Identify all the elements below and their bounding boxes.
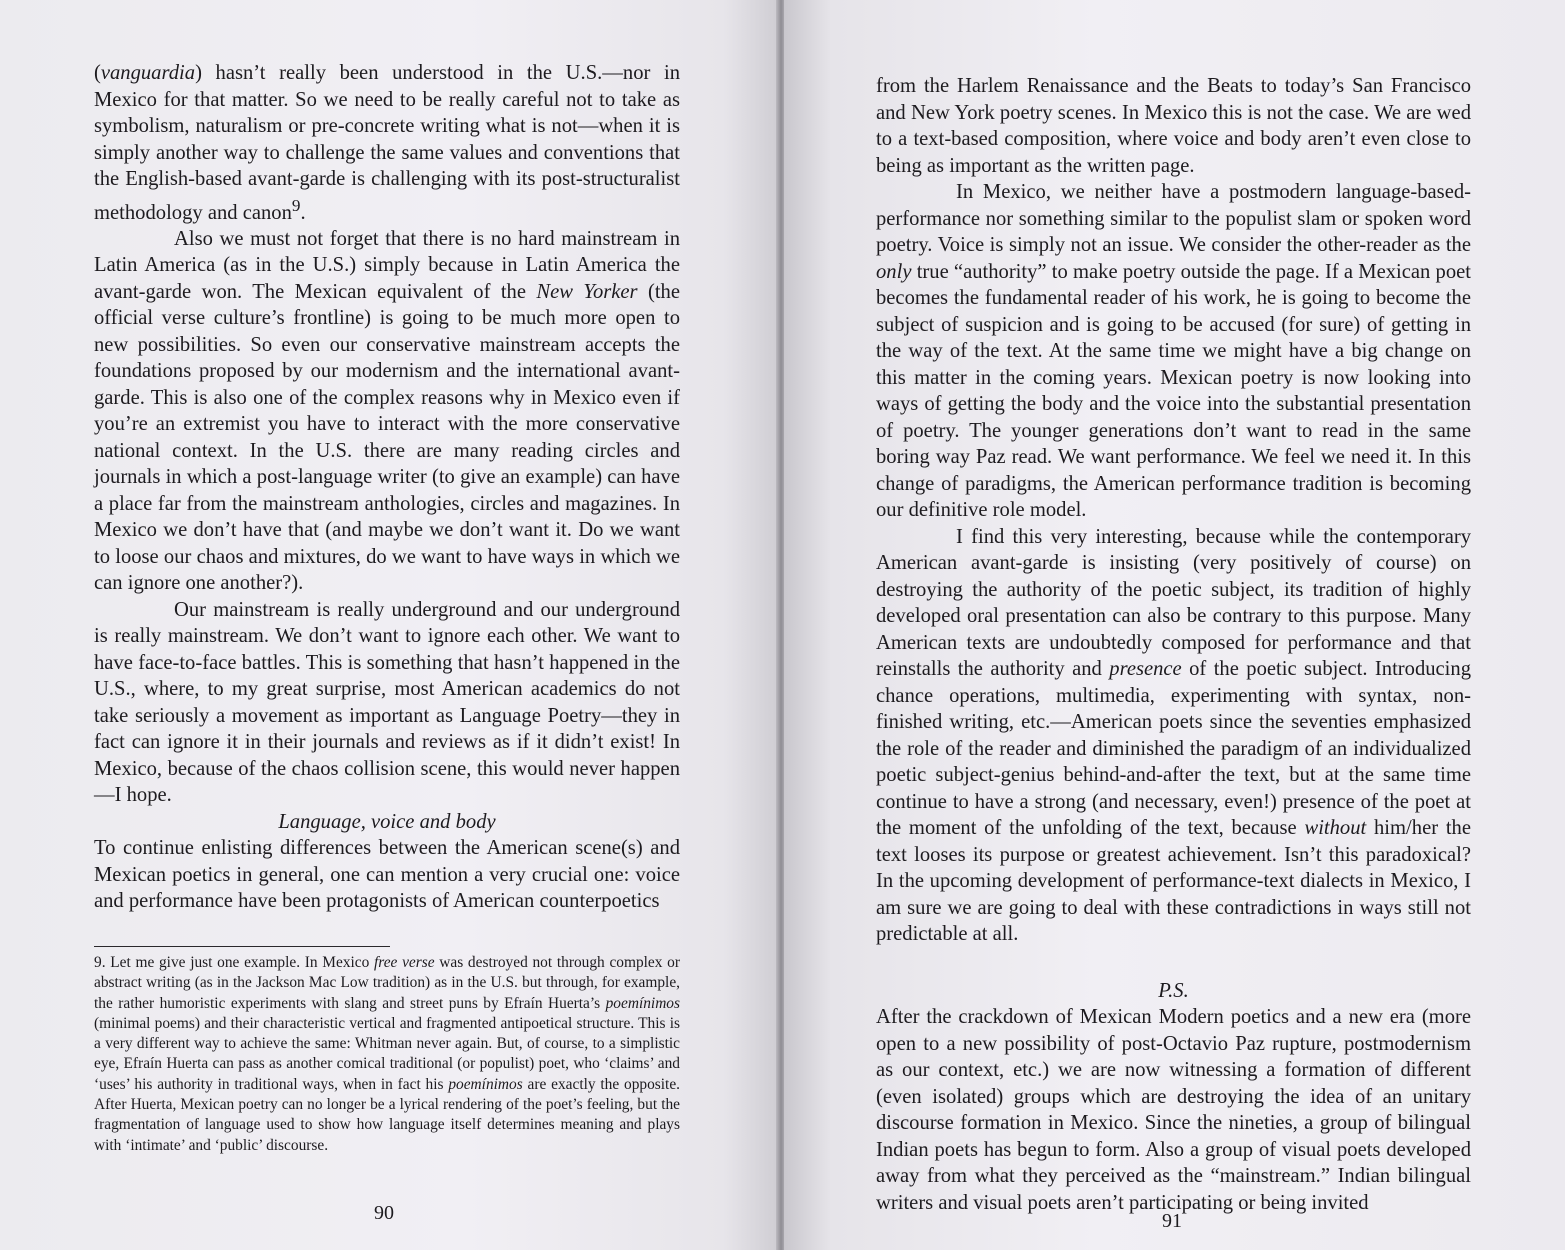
right-paragraph-2: In Mexico, we neither have a postmodern language-based-performance nor something similar to the populist slam or spoken word poetry. Voice is simply not an issue. We consider the other-reader as the only true “authority” to make poetry outside the page. If a Mexican poet becomes the fundamental reader of his work, he is going to become the subject of suspicion and is going to be accused (for sure) of getting in the way of the text. At the same time we might have a big change on this matter in the coming years. Mexican poetry is now looking into ways of getting the body and the voice into the substantial presentation of poetry. The younger generations don’t want to read in the same boring way Paz read. We want performance. We feel we need it. In this change of paradigms, the American performance tradition is becoming our definitive role model. [876,181,1471,521]
emphasis: without [1304,817,1367,839]
left-paragraph-4: To continue enlisting differences between the American scene(s) and Mexican poetics in general, one can mention a very crucial one: voice and performance have been protagonists of American counterpoetics [94,837,680,913]
right-paragraph-4: After the crackdown of Mexican Modern poetics and a new era (more open to a new possibility of post-Octavio Paz rupture, postmodernism as our context, etc.) we are now witnessing a formation of different (even isolated) groups which are destroying the idea of an unitary discourse formation in Mexico. Since the nineties, a group of bilingual Indian poets has begun to form. Also a group of visual poets developed away from what they perceived as the “mainstream.” Indian bilingual writers and visual poets aren’t participating or being invited [876,1006,1471,1214]
page-number: 91 [1162,1210,1182,1232]
left-paragraph-2: Also we must not forget that there is no hard mainstream in Latin America (as in the U.S.) simply because in Latin America the avant-garde won. The Mexican equivalent of the New Yorker (the official verse culture’s frontline) is going to be much more open to new possibilities. So even our conservative mainstream accepts the foundations proposed by our modernism and the international avant-garde. This is also one of the complex reasons why in Mexico even if you’re an extremist you have to interact with the more conservative national context. In the U.S. there are many reading circles and journals in which a post-language writer (to give an example) can have a place far from the mainstream anthologies, circles and magazines. In Mexico we don’t have that (and maybe we don’t want it. Do we want to loose our chaos and mixtures, do we want to have ways in which we can ignore one another?). [94,227,680,595]
footnote: 9. Let me give just one example. In Mexico free verse was destroyed not through complex or abstract writing (as in the Jackson Mac Low tradition) as in the U.S. but through, for example, the rather humoristic experiments with slang and street puns by Efraín Huerta’s poemínimos (minimal poems) and their characteristic vertical and fragmented antipoetical structure. This is a very different way to achieve the same: Whitman never again. But, of course, to a simplistic eye, Efraín Huerta can pass as another comical traditional (or populist) poet, who ‘claims’ and ‘uses’ his authority in traditional ways, when in fact his poemínimos are exactly the opposite. After Huerta, Mexican poetry can no longer be a lyrical rendering of the poet’s feeling, but the fragmentation of language used to show how language itself determines meaning and plays with ‘intimate’ and ‘public’ discourse. [94,954,681,1154]
section-heading: Language, voice and body [278,810,496,833]
footnote-ref: 9 [291,195,301,215]
emphasis: New Yorker [536,280,638,303]
section-heading-ps: P.S. [1158,979,1189,1002]
page-number: 90 [374,1202,394,1224]
right-paragraph-1: from the Harlem Renaissance and the Beats to today’s San Francisco and New York poetry scenes. In Mexico this is not the case. We are wed to a text-based composition, where voice and body aren’t even close to being as important as the written page. [876,75,1471,177]
right-page-body [876,73,1471,1216]
left-page-body [94,60,680,915]
left-paragraph-3: Our mainstream is really underground and our underground is really mainstream. We don’t want to ignore each other. We want to have face-to-face battles. This is something that hasn’t happened in the U.S., where, to my great surprise, most American academics do not take seriously a movement as important as Language Poetry—they in fact can ignore it in their journals and reviews as if it didn’t exist! In Mexico, because of the chaos collision scene, this would never happen—I hope. [94,598,680,807]
right-paragraph-3: I find this very interesting, because while the contemporary American avant-garde is insisting (very positively of course) on destroying the authority of the poetic subject, its tradition of highly developed oral presentation can also be contrary to this purpose. Many American texts are undoubtedly composed for performance and that reinstalls the authority and presence of the poetic subject. Introducing chance operations, multimedia, experimenting with syntax, non-finished writing, etc.—American poets since the seventies emphasized the role of the reader and diminished the paradigm of an individualized poetic subject-genius behind-and-after the text, but at the same time continue to have a strong (and necessary, even!) presence of the poet at the moment of the unfolding of the text, because without him/her the text looses its purpose or greatest achievement. Isn’t this paradoxical? In the upcoming development of performance-text dialects in Mexico, I am sure we are going to deal with these contradictions in ways still not predictable at all. [876,525,1471,945]
emphasis: only [876,260,912,283]
emphasis: vanguardia [100,62,196,84]
left-page [0,0,778,1250]
emphasis: presence [1109,658,1182,680]
footnote-divider [94,946,390,947]
left-paragraph-1: (vanguardia) hasn’t really been understood in the U.S.—nor in Mexico for that matter. So we need to be really careful not to take as symbolism, naturalism or pre-concrete writing what is not—when it is simply another way to challenge the same values and conventions that the English-based avant-garde is challenging with its post-structuralist methodology and canon$^9$. [94,62,680,224]
